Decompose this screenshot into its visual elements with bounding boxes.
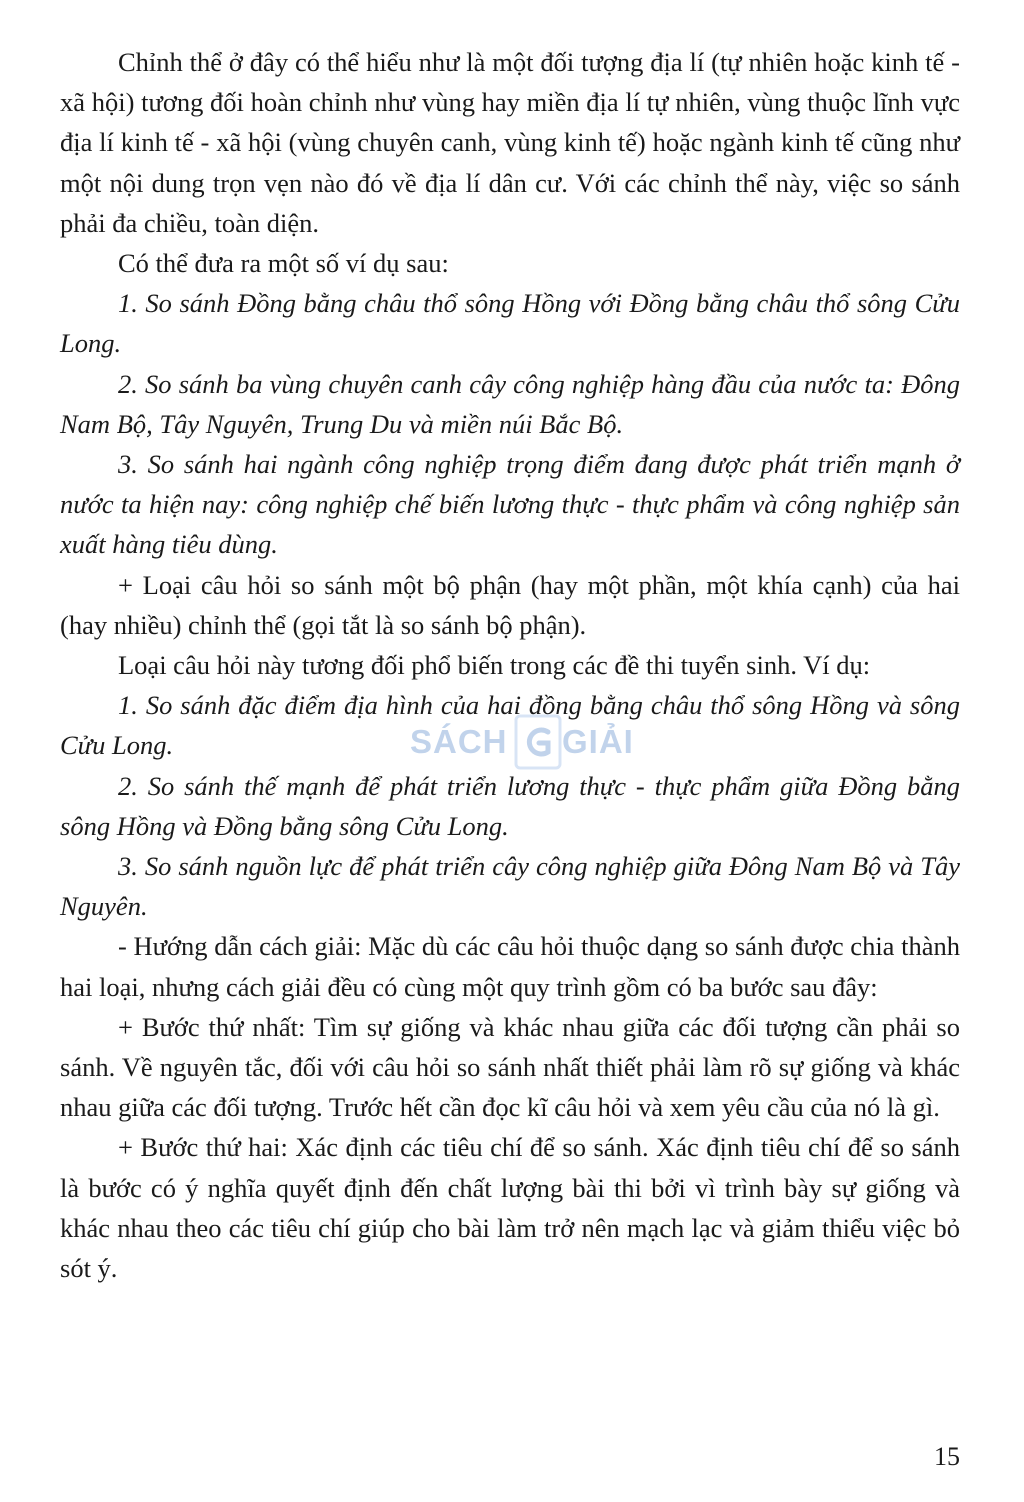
- paragraph-whole-definition: Chỉnh thể ở đây có thể hiểu như là một đối tượng địa lí (tự nhiên hoặc kinh tế - xã hội) tương đối hoàn chỉnh như vùng hay miền địa lí tự nhiên, vùng thuộc lĩnh vực địa lí kinh tế - xã hội (vùng chuyên canh, vùng kinh tế) hoặc ngành kinh tế cũng như một nội dung trọn vẹn nào đó về địa lí dân cư. Với các chỉnh thể này, việc so sánh phải đa chiều, toàn diện.: [60, 47, 960, 238]
- example-whole-2: 2. So sánh ba vùng chuyên canh cây công nghiệp hàng đầu của nước ta: Đông Nam Bộ, Tây Nguyên, Trung Du và miền núi Bắc Bộ.: [60, 368, 960, 439]
- page-body: [60, 42, 960, 1288]
- watermark-right-text: GIẢI: [562, 723, 634, 760]
- example-part-3: 3. So sánh nguồn lực để phát triển cây công nghiệp giữa Đông Nam Bộ và Tây Nguyên.: [60, 851, 960, 922]
- example-whole-1: 1. So sánh Đồng bằng châu thổ sông Hồng với Đồng bằng châu thổ sông Cửu Long.: [60, 288, 960, 359]
- paragraph-step-one: + Bước thứ nhất: Tìm sự giống và khác nhau giữa các đối tượng cần phải so sánh. Về nguyên tắc, đối với câu hỏi so sánh nhất thiết phải làm rõ sự giống và khác nhau giữa các đối tượng. Trước hết cần đọc kĩ câu hỏi và xem yêu cầu của nó là gì.: [60, 1011, 960, 1123]
- example-whole-3: 3. So sánh hai ngành công nghiệp trọng điểm đang được phát triển mạnh ở nước ta hiện nay: công nghiệp chế biến lương thực - thực phẩm và công nghiệp sản xuất hàng tiêu dùng.: [60, 449, 960, 560]
- watermark-left-text: SÁCH: [410, 723, 508, 760]
- paragraph-part-comparison: + Loại câu hỏi so sánh một bộ phận (hay một phần, một khía cạnh) của hai (hay nhiều) chỉnh thể (gọi tắt là so sánh bộ phận).: [60, 569, 960, 640]
- example-part-2: 2. So sánh thế mạnh để phát triển lương thực - thực phẩm giữa Đồng bằng sông Hồng và Đồng bằng sông Cửu Long.: [60, 770, 960, 841]
- page-number: 15: [934, 1442, 960, 1471]
- paragraph-part-examples-intro: Loại câu hỏi này tương đối phổ biến trong các đề thi tuyển sinh. Ví dụ:: [118, 650, 871, 681]
- paragraph-step-two: + Bước thứ hai: Xác định các tiêu chí để so sánh. Xác định tiêu chí để so sánh là bước có ý nghĩa quyết định đến chất lượng bài thi bởi vì trình bày sự giống và khác nhau theo các tiêu chí giúp cho bài làm trở nên mạch lạc và giảm thiểu việc bỏ sót ý.: [60, 1132, 960, 1284]
- paragraph-solving-guide: - Hướng dẫn cách giải: Mặc dù các câu hỏi thuộc dạng so sánh được chia thành hai loại, nhưng cách giải đều có cùng một quy trình gồm có ba bước sau đây:: [60, 931, 960, 1002]
- example-part-1: 1. So sánh đặc điểm địa hình của hai đồng bằng châu thổ sông Hồng và sông Cửu Long.: [60, 690, 960, 761]
- paragraph-examples-intro: Có thể đưa ra một số ví dụ sau:: [118, 248, 449, 279]
